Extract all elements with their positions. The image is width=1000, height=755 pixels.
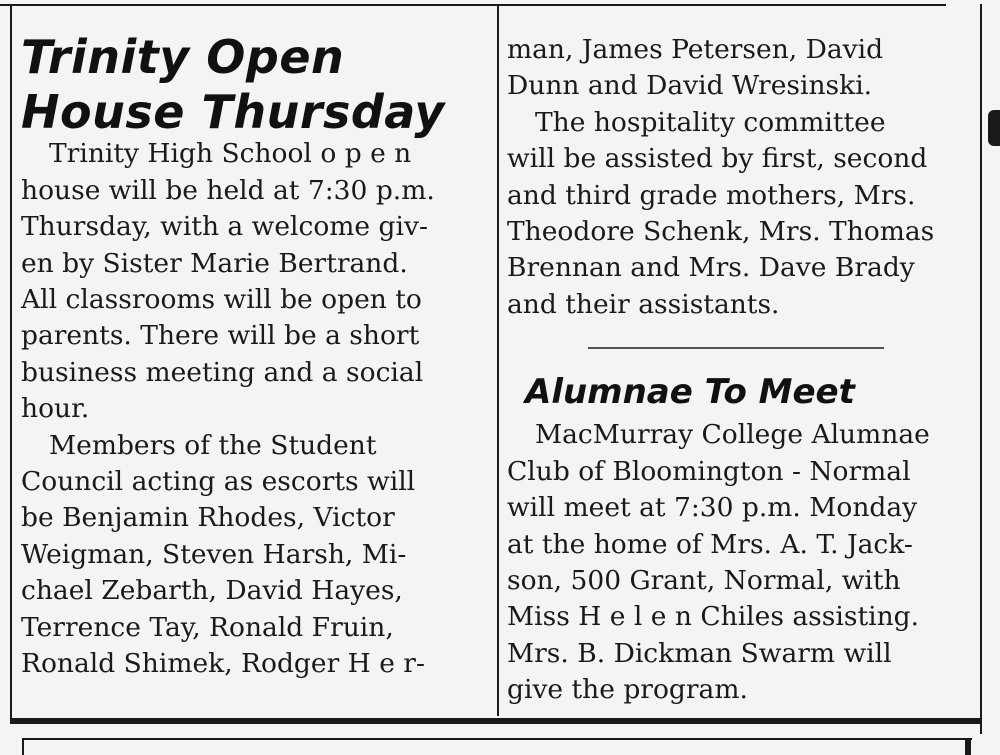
paragraph-hospitality-committee: The hospitality committee will be assisted by first, second and third grade mothers, Mrs. Theodore Schenk, Mrs. Thomas Brennan and Mrs. Dave Brady and their assistants. [507, 106, 935, 320]
paragraph-escorts-continued: man, James Petersen, David Dunn and David Wresinski. [507, 34, 884, 102]
headline-trinity: Trinity Open House Thursday [21, 30, 445, 140]
article-separator [588, 347, 884, 349]
article-trinity [21, 30, 491, 682]
headline-alumnae: Alumnae To Meet [525, 372, 855, 412]
column-divider [497, 4, 499, 716]
paragraph-open-house: Trinity High School o p e n house will be held at 7:30 p.m. Thursday, with a welcome giv- en by Sister Marie Bertrand. All classrooms will be open to parents. There will be a short business meeting and a social hour. [21, 138, 435, 425]
article-alumnae [507, 374, 973, 709]
bottom-rule [10, 718, 982, 724]
left-edge-rule [10, 4, 12, 724]
next-box-right-rule [965, 738, 971, 755]
right-edge-rule [980, 4, 982, 734]
paragraph-alumnae-meeting: MacMurray College Alumnae Club of Bloomington - Normal will meet at 7:30 p.m. Monday at the home of Mrs. A. T. Jack- son, 500 Grant, Normal, with Miss H e l e n Chiles assisting. Mrs. B. Dickman Swarm will give the program. [507, 419, 930, 706]
adjacent-column-fragment [988, 110, 1000, 146]
paragraph-student-council: Members of the Student Council acting as escorts will be Benjamin Rhodes, Victor Weigman, Steven Harsh, Mi- chael Zebarth, David Hayes, Terrence Tay, Ronald Fruin, Ronald Shimek, Rodger H e r- [21, 429, 425, 680]
next-box-left-rule [22, 738, 24, 755]
article-trinity-continued [507, 32, 973, 323]
next-box-top-rule [22, 738, 972, 740]
top-rule [0, 4, 946, 6]
